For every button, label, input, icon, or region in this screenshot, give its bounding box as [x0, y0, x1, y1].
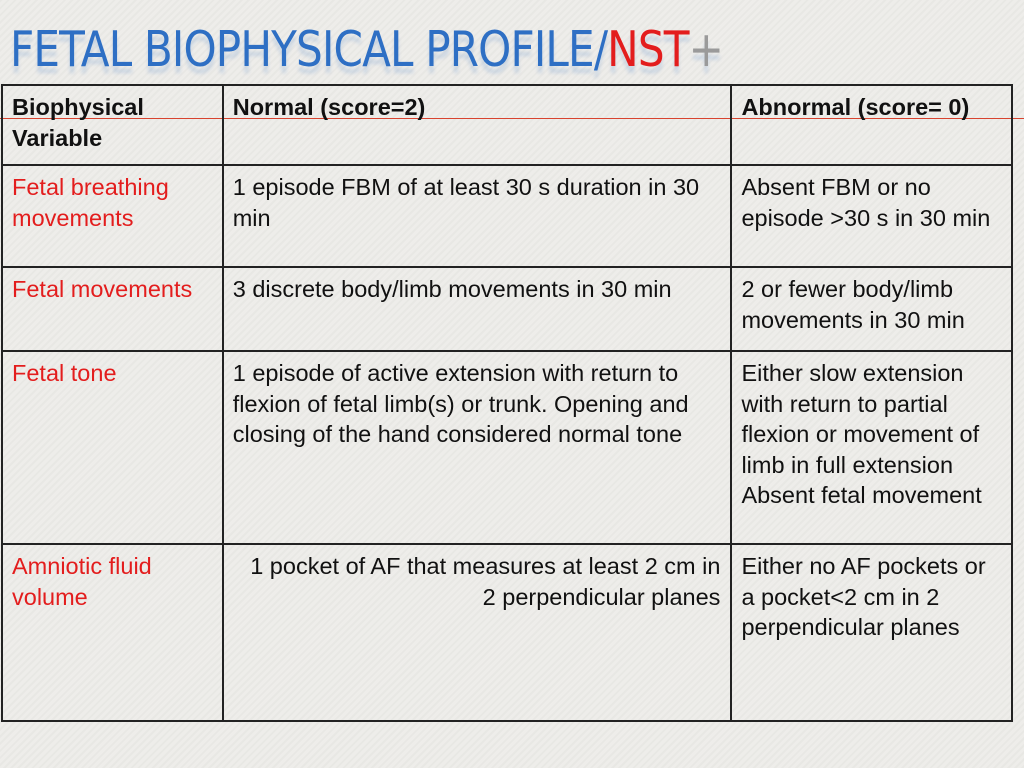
row-normal: 1 episode of active extension with return to flexion of fetal limb(s) or trunk. Opening and closing of the hand considered normal tone: [223, 351, 732, 544]
header-abnormal: Abnormal (score= 0): [731, 85, 1012, 165]
row-abnormal: Either no AF pockets or a pocket<2 cm in 2 perpendicular planes: [731, 544, 1012, 721]
row-variable: Fetal tone: [2, 351, 223, 544]
table-row: [2, 165, 1012, 267]
row-variable: Fetal movements: [2, 267, 223, 351]
table-row: [2, 544, 1012, 721]
table-header-row: [2, 85, 1012, 165]
slide-title-highlight: NST: [607, 21, 689, 78]
slide-title-separator: /: [593, 21, 608, 78]
table-row: [2, 351, 1012, 544]
row-normal: 1 pocket of AF that measures at least 2 cm in 2 perpendicular planes: [223, 544, 732, 721]
row-variable: Amniotic fluid volume: [2, 544, 223, 721]
slide-title-main: FETAL BIOPHYSICAL PROFILE: [10, 21, 594, 78]
row-normal: 3 discrete body/limb movements in 30 min: [223, 267, 732, 351]
row-variable: Fetal breathing movements: [2, 165, 223, 267]
slide-title: [10, 22, 723, 82]
table-row: [2, 267, 1012, 351]
row-normal: 1 episode FBM of at least 30 s duration in 30 min: [223, 165, 732, 267]
biophysical-profile-table: [1, 84, 1013, 722]
slide-title-suffix: +: [688, 21, 724, 78]
header-variable: Biophysical Variable: [2, 85, 223, 165]
row-abnormal: Absent FBM or no episode >30 s in 30 min: [731, 165, 1012, 267]
row-abnormal: Either slow extension with return to partial flexion or movement of limb in full extension Absent fetal movement: [731, 351, 1012, 544]
header-normal: Normal (score=2): [223, 85, 732, 165]
row-abnormal: 2 or fewer body/limb movements in 30 min: [731, 267, 1012, 351]
